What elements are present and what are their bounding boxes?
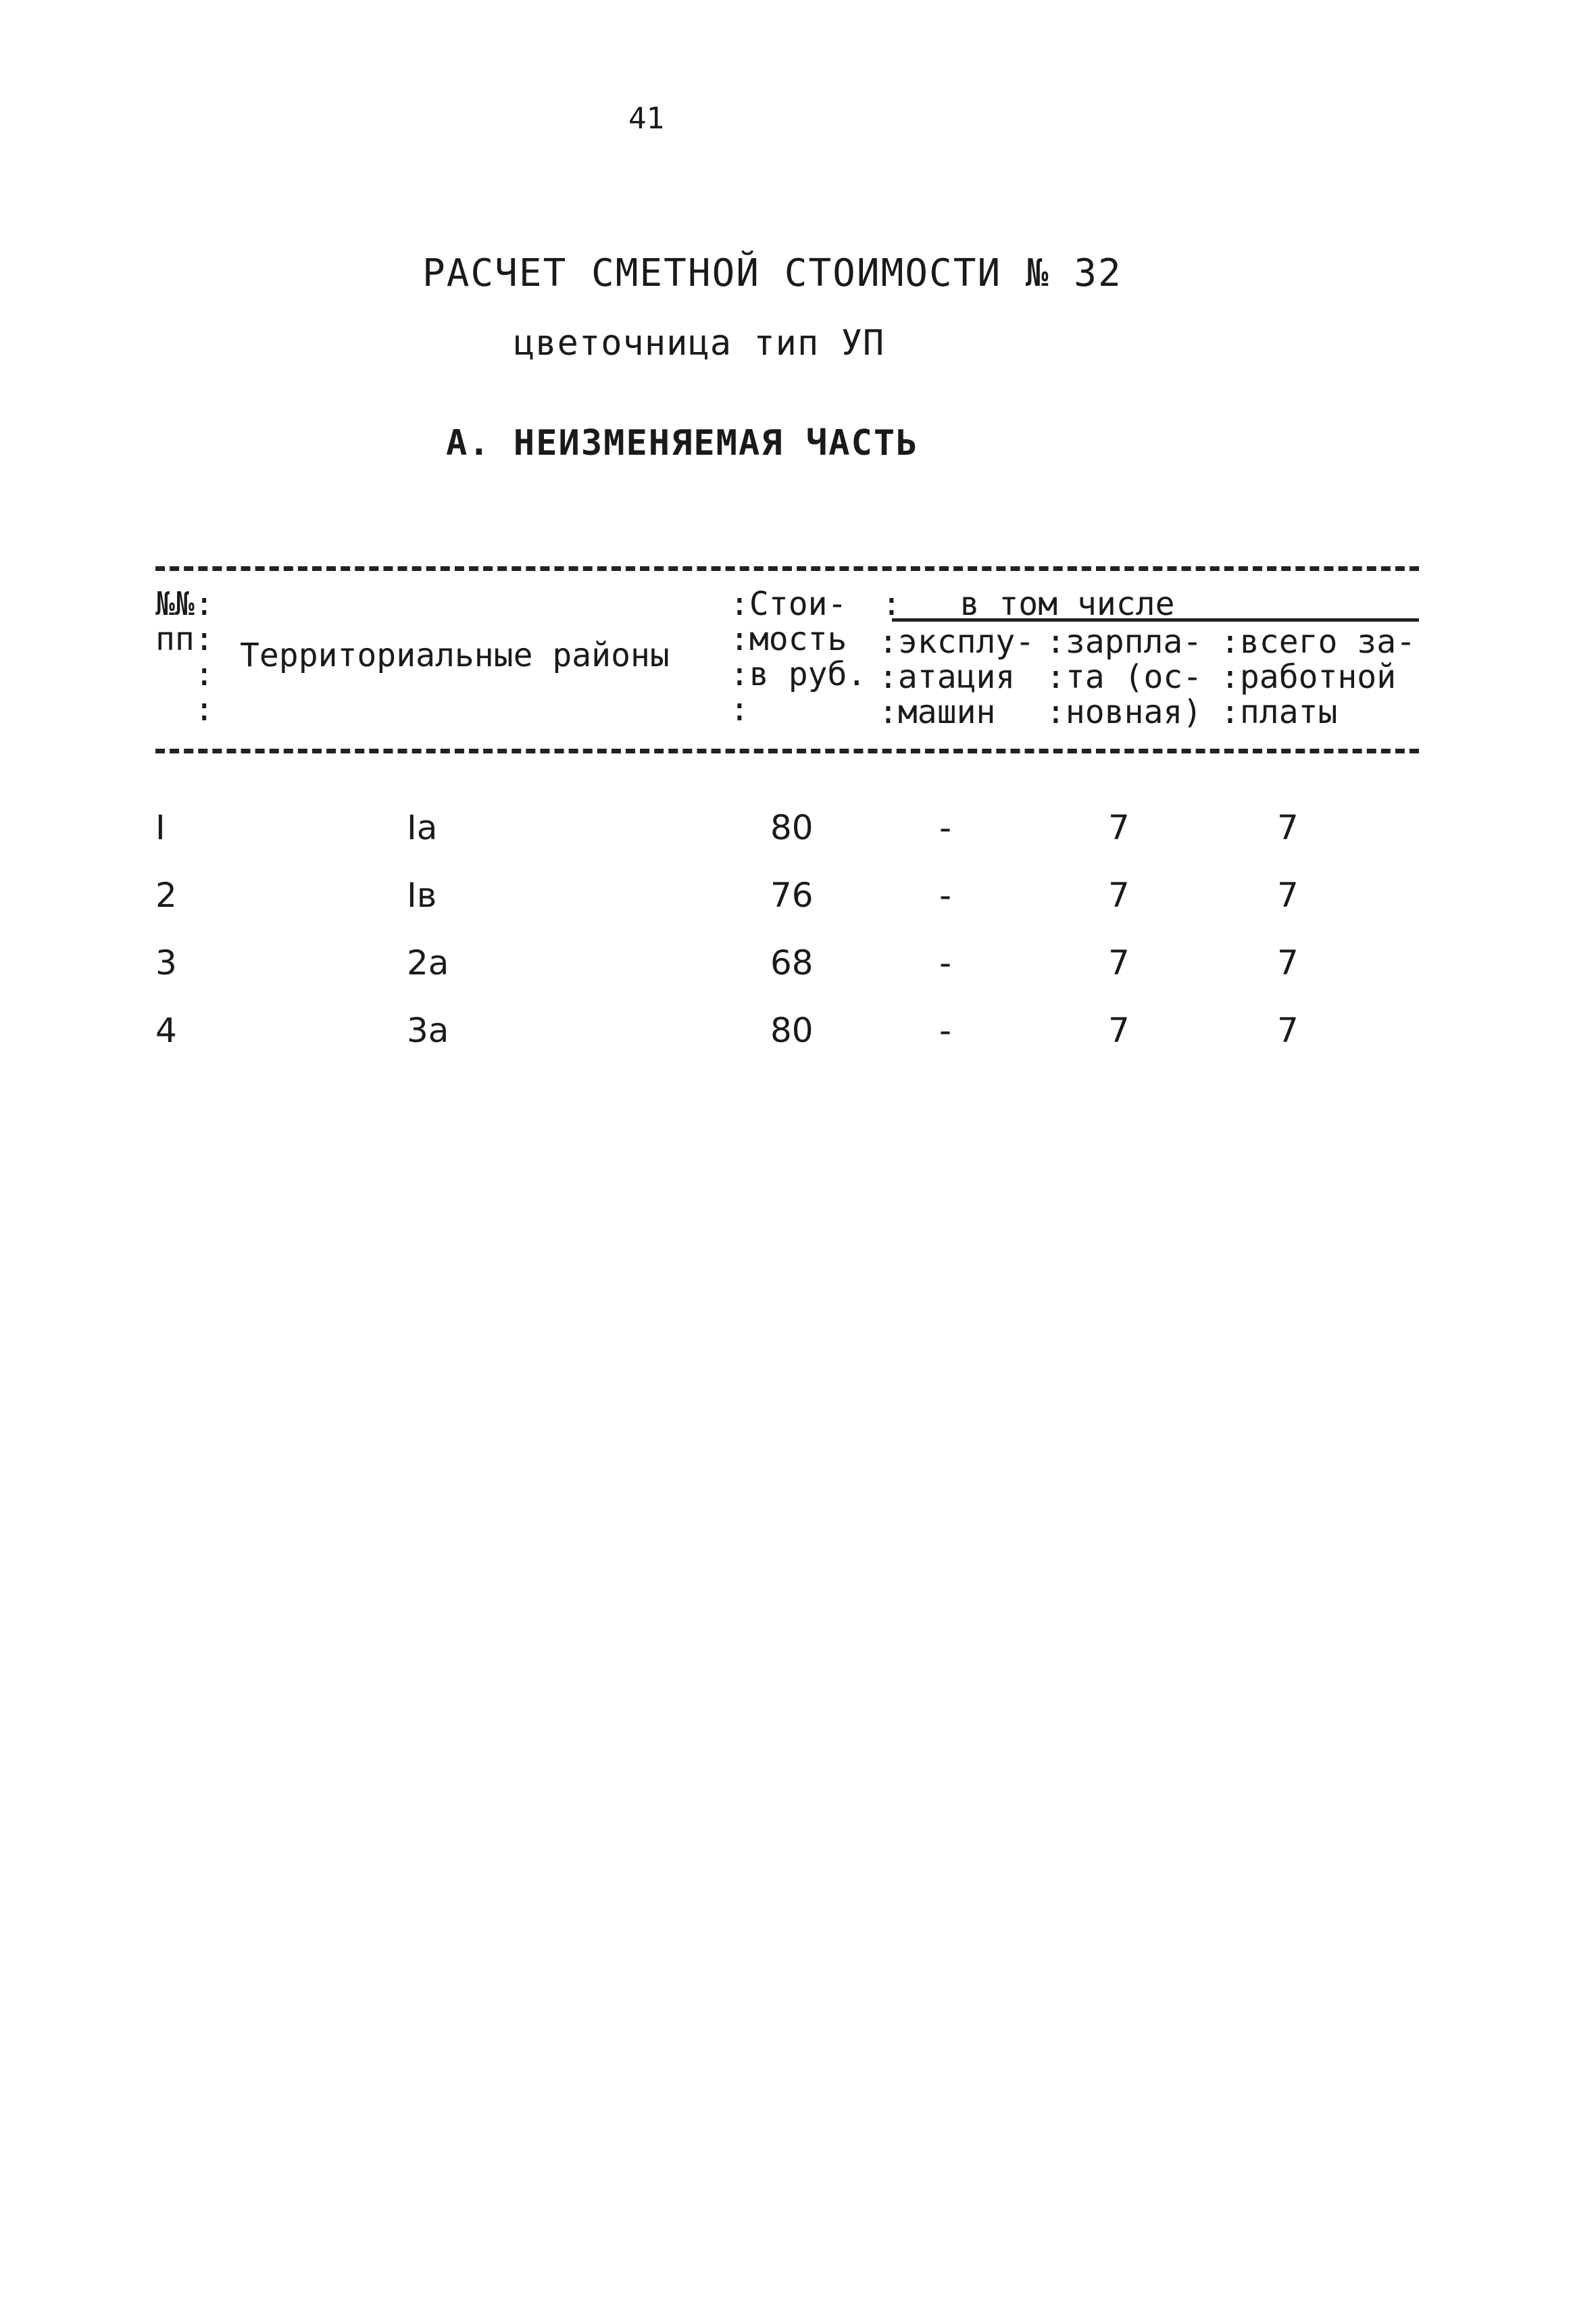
- row-number: I: [155, 808, 166, 847]
- row-salary: 7: [1108, 943, 1130, 982]
- row-region: 3а: [407, 1011, 449, 1050]
- column-header-region: Территориальные районы: [240, 637, 670, 674]
- row-exploitation: -: [939, 943, 952, 982]
- column-header-salary: :зарпла- :та (ос- :новная): [1046, 623, 1203, 731]
- section-title: А. НЕИЗМЕНЯЕМАЯ ЧАСТЬ: [446, 423, 919, 464]
- page-number: 41: [628, 101, 664, 136]
- row-number: 4: [155, 1011, 177, 1050]
- row-region: Iа: [407, 808, 438, 847]
- column-header-number: №№: пп: : :: [155, 585, 214, 728]
- row-salary: 7: [1108, 1011, 1130, 1050]
- row-total-salary: 7: [1277, 876, 1299, 915]
- row-exploitation: -: [939, 1011, 952, 1050]
- row-salary: 7: [1108, 876, 1130, 915]
- table-header-rule: [155, 749, 1419, 753]
- column-header-cost: :Стои- :мость :в руб. :: [730, 585, 867, 728]
- document-title: РАСЧЕТ СМЕТНОЙ СТОИМОСТИ № 32: [422, 251, 1122, 295]
- row-cost: 80: [770, 808, 814, 847]
- table-top-rule: [155, 566, 1419, 571]
- row-total-salary: 7: [1277, 808, 1299, 847]
- row-exploitation: -: [939, 876, 952, 915]
- row-cost: 68: [770, 943, 814, 982]
- row-number: 3: [155, 943, 177, 982]
- document-subtitle: цветочница тип УП: [514, 323, 885, 364]
- column-header-exploitation: :эксплу- :атация :машин: [878, 623, 1035, 731]
- row-total-salary: 7: [1277, 943, 1299, 982]
- column-header-total-salary: :всего за- :работной :платы: [1220, 623, 1416, 731]
- row-cost: 76: [770, 876, 814, 915]
- row-number: 2: [155, 876, 177, 915]
- row-region: Iв: [407, 876, 437, 915]
- row-salary: 7: [1108, 808, 1130, 847]
- row-cost: 80: [770, 1011, 814, 1050]
- column-header-including: : в том числе: [882, 585, 1175, 623]
- row-total-salary: 7: [1277, 1011, 1299, 1050]
- row-exploitation: -: [939, 808, 952, 847]
- row-region: 2а: [407, 943, 449, 982]
